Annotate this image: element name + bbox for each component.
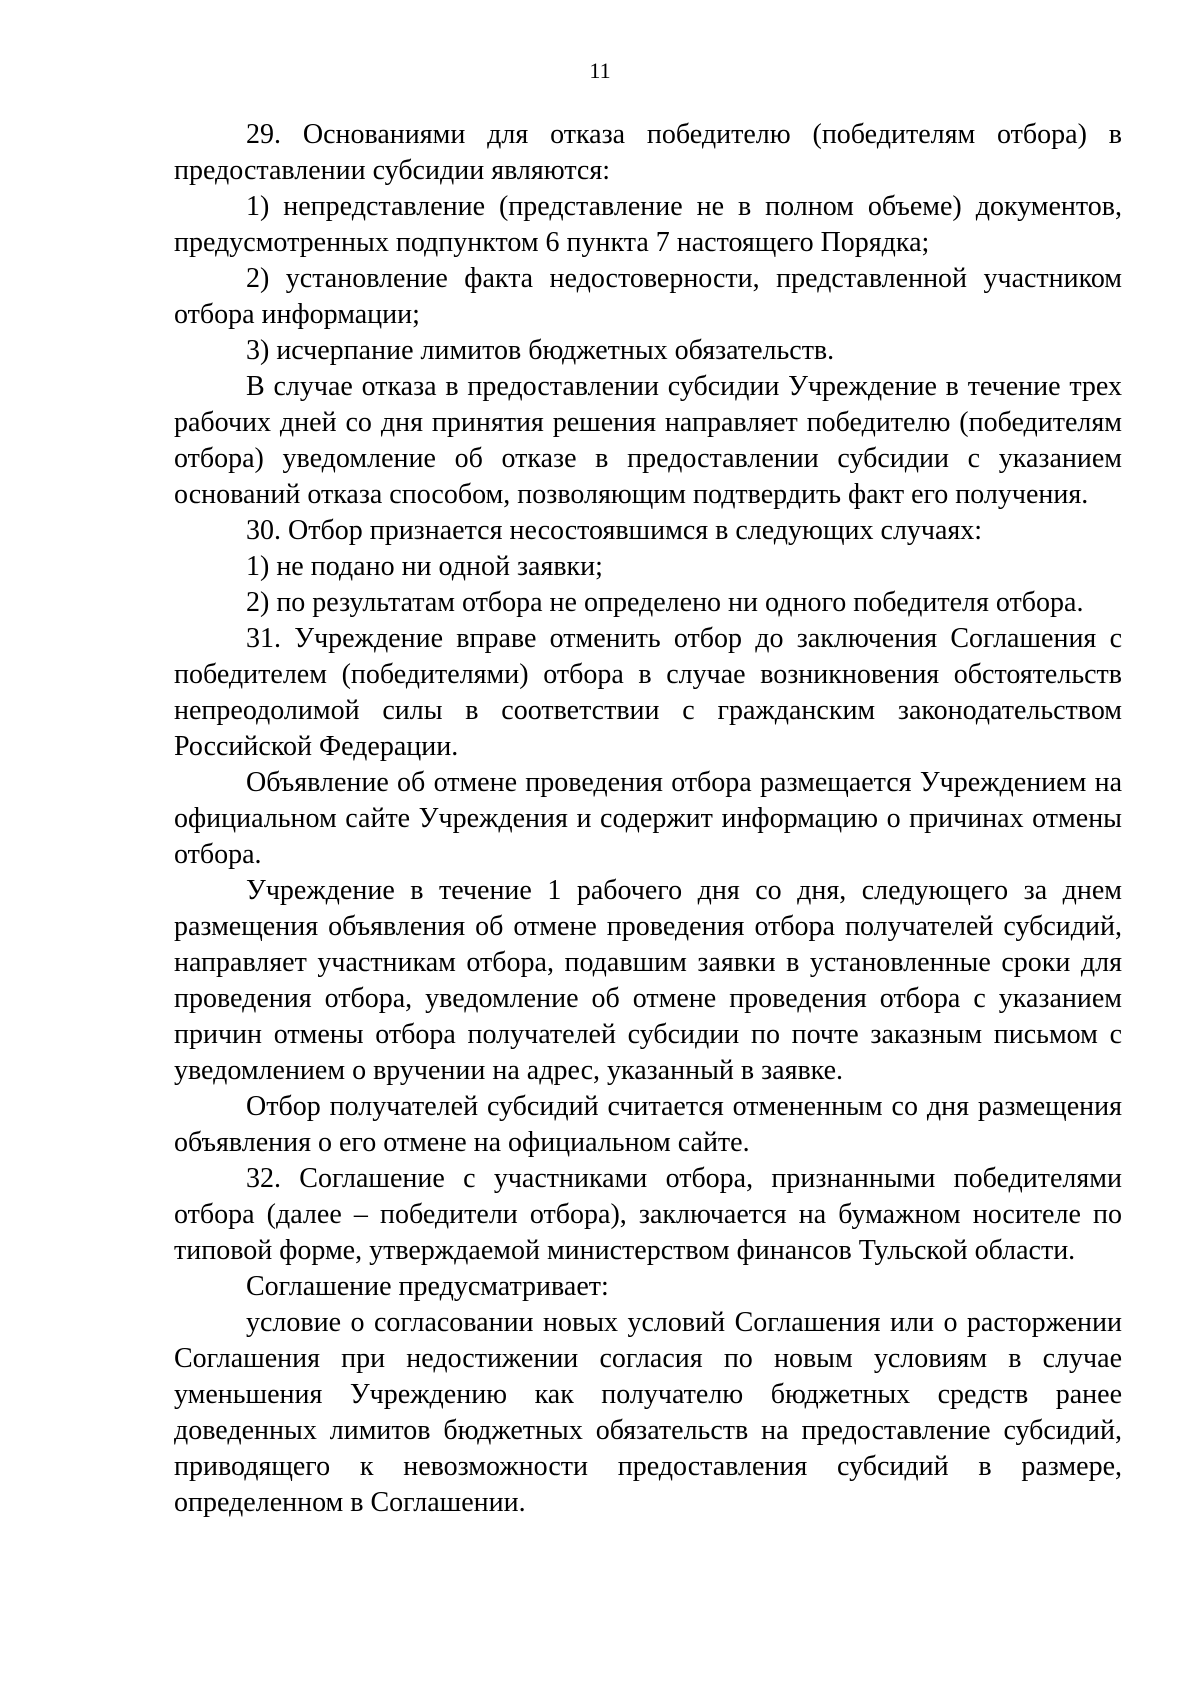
paragraph-refusal-notice: В случае отказа в предоставлении субсидии Учреждение в течение трех рабочих дней со дня принятия решения направляет победителю (победителям отбора) уведомление об отказе в предоставлении субсидии с указанием оснований отказа способом, позволяющим подтвердить факт его получения. xyxy=(174,371,1122,510)
document-body xyxy=(174,117,1122,1521)
paragraph-29-item-3: 3) исчерпание лимитов бюджетных обязательств. xyxy=(246,335,835,366)
paragraph-29-intro: 29. Основаниями для отказа победителю (победителям отбора) в предоставлении субсидии являются: xyxy=(174,119,1122,186)
paragraph-30-intro: 30. Отбор признается несостоявшимся в следующих случаях: xyxy=(246,515,983,546)
paragraph-32: 32. Соглашение с участниками отбора, признанными победителями отбора (далее – победители отбора), заключается на бумажном носителе по типовой форме, утверждаемой министерством финансов Тульской области. xyxy=(174,1163,1122,1266)
paragraph-agreement-condition: условие о согласовании новых условий Соглашения или о расторжении Соглашения при недостижении согласия по новым условиям в случае уменьшения Учреждению как получателю бюджетных средств ранее доведенных лимитов бюджетных обязательств на предоставление субсидий, приводящего к невозможности предоставления субсидий в размере, определенном в Соглашении. xyxy=(174,1307,1122,1518)
paragraph-30-item-2: 2) по результатам отбора не определено ни одного победителя отбора. xyxy=(246,587,1084,618)
paragraph-cancellation-announcement: Объявление об отмене проведения отбора размещается Учреждением на официальном сайте Учреждения и содержит информацию о причинах отмены отбора. xyxy=(174,767,1122,870)
page-number: 11 xyxy=(589,58,611,83)
paragraph-agreement-provides: Соглашение предусматривает: xyxy=(246,1271,609,1302)
paragraph-29-item-1: 1) непредставление (представление не в полном объеме) документов, предусмотренных подпунктом 6 пункта 7 настоящего Порядка; xyxy=(174,191,1122,258)
paragraph-cancellation-notification: Учреждение в течение 1 рабочего дня со дня, следующего за днем размещения объявления об отмене проведения отбора получателей субсидий, направляет участникам отбора, подавшим заявки в установленные сроки для проведения отбора, уведомление об отмене проведения отбора с указанием причин отмены отбора получателей субсидии по почте заказным письмом с уведомлением о вручении на адрес, указанный в заявке. xyxy=(174,875,1122,1086)
paragraph-cancellation-effective: Отбор получателей субсидий считается отмененным со дня размещения объявления о его отмене на официальном сайте. xyxy=(174,1091,1122,1158)
paragraph-31: 31. Учреждение вправе отменить отбор до заключения Соглашения с победителем (победителями) отбора в случае возникновения обстоятельств непреодолимой силы в соответствии с гражданским законодательством Российской Федерации. xyxy=(174,623,1122,762)
paragraph-30-item-1: 1) не подано ни одной заявки; xyxy=(246,551,603,582)
paragraph-29-item-2: 2) установление факта недостоверности, представленной участником отбора информации; xyxy=(174,263,1122,330)
